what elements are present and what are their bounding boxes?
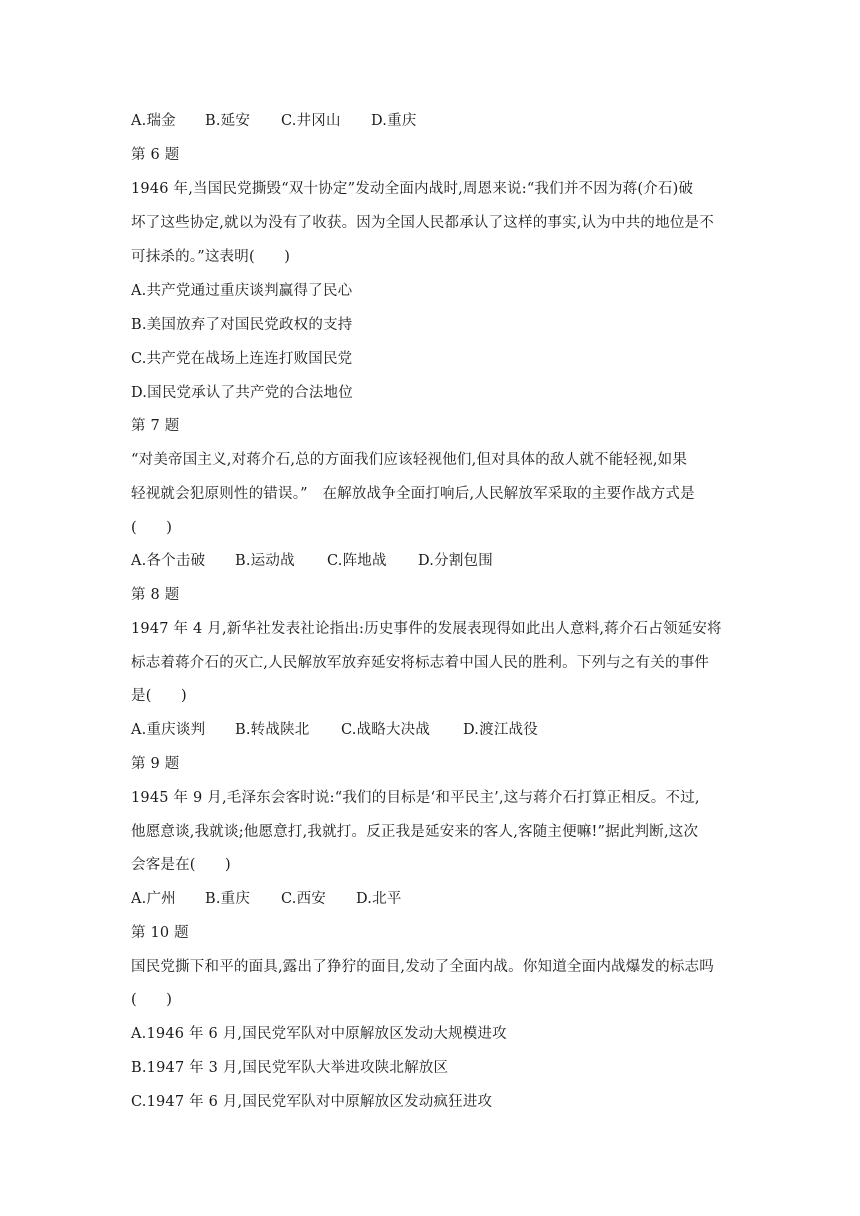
q9-stem-line-2: 他愿意谈,我就谈;他愿意打,我就打。反正我是延安来的客人,客随主便嘛!”据此判断,这次 xyxy=(131,824,699,840)
q9-option-d: D.北平 xyxy=(356,891,402,907)
q6-stem-line-1: 1946 年,当国民党撕毁“双十协定”发动全面内战时,周恩来说:“我们并不因为蒋(介石)破 xyxy=(131,181,694,197)
q6-stem-line-2: 坏了这些协定,就以为没有了收获。因为全国人民都承认了这样的事实,认为中共的地位是不 xyxy=(131,215,714,231)
q10-stem-line-1: 国民党撕下和平的面具,露出了狰狞的面目,发动了全面内战。你知道全面内战爆发的标志吗 xyxy=(131,959,714,975)
q8-stem-line-1: 1947 年 4 月,新华社发表社论指出:历史事件的发展表现得如此出人意料,蒋介石占领延安将 xyxy=(131,621,722,637)
q7-stem-line-3: ( ) xyxy=(131,520,173,536)
q6-stem-line-3: 可抹杀的。”这表明( ) xyxy=(131,249,291,265)
q6-option-a: A.共产党通过重庆谈判赢得了民心 xyxy=(131,283,353,299)
q9-option-c: C.西安 xyxy=(281,891,326,907)
q8-option-c: C.战略大决战 xyxy=(341,722,431,738)
q9-stem-line-1: 1945 年 9 月,毛泽东会客时说:“我们的目标是‘和平民主’,这与蒋介石打算正相反。不过, xyxy=(131,790,700,806)
q8-stem-line-2: 标志着蒋介石的灭亡,人民解放军放弃延安将标志着中国人民的胜利。下列与之有关的事件 xyxy=(131,655,710,671)
q10-option-b: B.1947 年 3 月,国民党军队大举进攻陕北解放区 xyxy=(131,1060,449,1076)
q8-option-a: A.重庆谈判 xyxy=(131,722,206,738)
q8-option-d: D.渡江战役 xyxy=(463,722,538,738)
q10-label: 第 10 题 xyxy=(131,925,189,941)
q8-label: 第 8 题 xyxy=(131,587,180,603)
q7-label: 第 7 题 xyxy=(131,418,180,434)
q7-option-a: A.各个击破 xyxy=(131,553,206,569)
q10-stem-line-2: ( ) xyxy=(131,992,173,1008)
q6-label: 第 6 题 xyxy=(131,147,180,163)
q7-stem-line-1: “对美帝国主义,对蒋介石,总的方面我们应该轻视他们,但对具体的敌人就不能轻视,如果 xyxy=(131,452,688,468)
q6-option-d: D.国民党承认了共产党的合法地位 xyxy=(131,385,353,401)
q6-option-b: B.美国放弃了对国民党政权的支持 xyxy=(131,317,353,333)
q5-option-b: B.延安 xyxy=(205,113,251,129)
q7-option-c: C.阵地战 xyxy=(327,553,387,569)
q9-stem-line-3: 会客是在( ) xyxy=(131,857,231,873)
q10-option-a: A.1946 年 6 月,国民党军队对中原解放区发动大规模进攻 xyxy=(131,1026,507,1042)
q8-option-b: B.转战陕北 xyxy=(235,722,310,738)
q8-stem-line-3: 是( ) xyxy=(131,688,187,704)
q7-option-d: D.分割包围 xyxy=(418,553,493,569)
q5-option-d: D.重庆 xyxy=(371,113,417,129)
q5-option-c: C.井冈山 xyxy=(281,113,341,129)
q9-option-b: B.重庆 xyxy=(205,891,251,907)
q9-label: 第 9 题 xyxy=(131,756,180,772)
q7-option-b: B.运动战 xyxy=(235,553,295,569)
q5-option-a: A.瑞金 xyxy=(131,113,176,129)
q10-option-c: C.1947 年 6 月,国民党军队对中原解放区发动疯狂进攻 xyxy=(131,1094,493,1110)
q7-stem-line-2: 轻视就会犯原则性的错误。” 在解放战争全面打响后,人民解放军采取的主要作战方式是 xyxy=(131,486,695,502)
q9-option-a: A.广州 xyxy=(131,891,176,907)
q6-option-c: C.共产党在战场上连连打败国民党 xyxy=(131,351,353,367)
